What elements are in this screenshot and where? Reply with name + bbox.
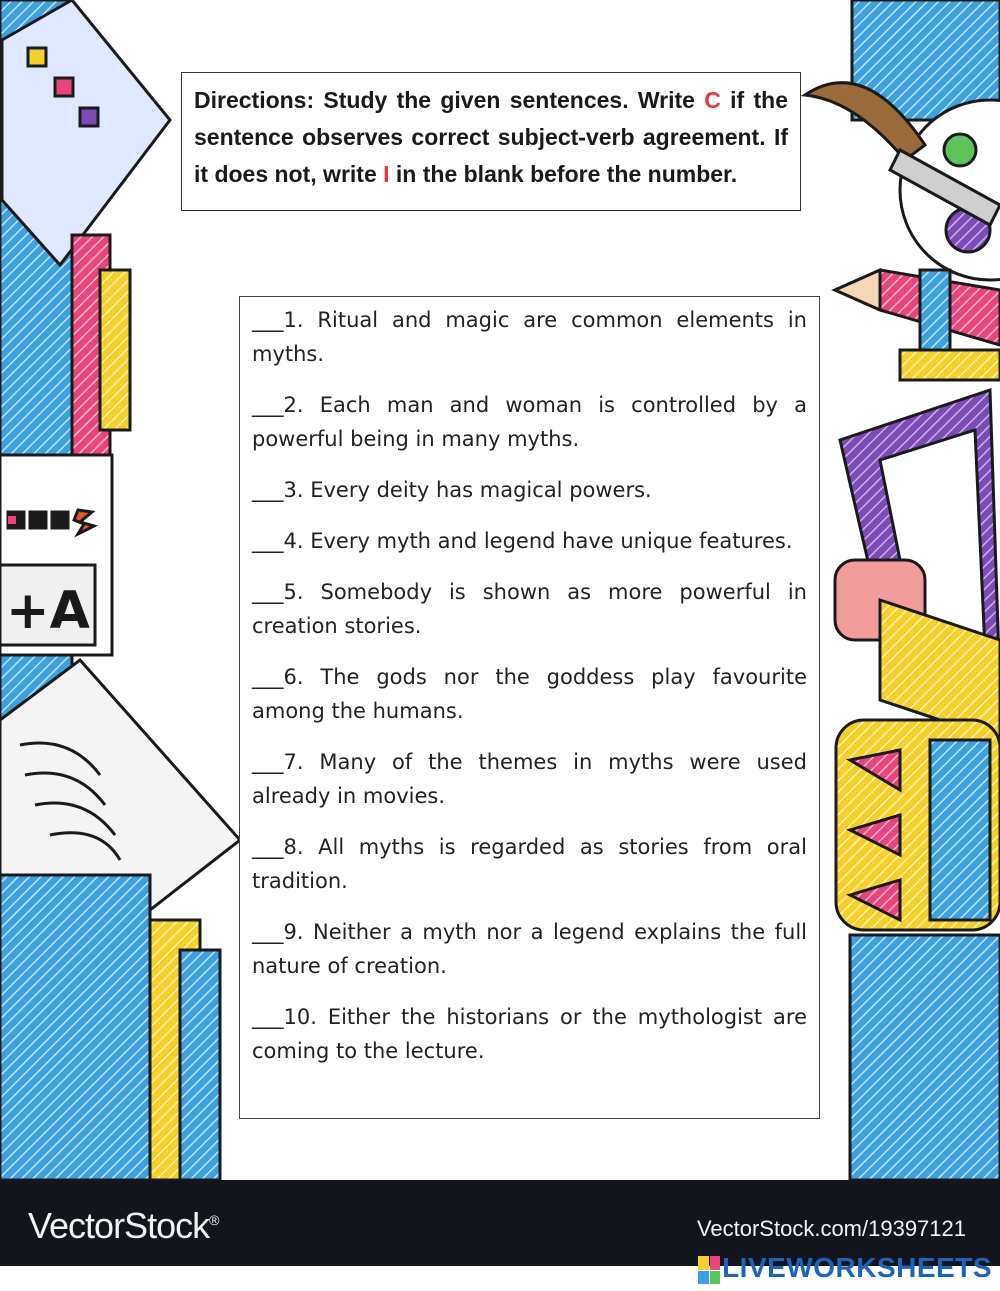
directions-text-2: if the sentence observes correct subject-verb agreement. If it does not, write — [194, 87, 788, 187]
answer-mark-incorrect: I — [383, 161, 390, 187]
pencil-shape — [835, 270, 1000, 350]
sentence-item-3: ___3. Every deity has magical powers. — [252, 478, 652, 502]
directions-text-3: in the blank before the number. — [389, 161, 738, 187]
sentence-item-2: ___2. Each man and woman is controlled by a powerful being in many myths. — [252, 393, 807, 451]
sentence-item-8: ___8. All myths is regarded as stories from oral tradition. — [252, 835, 807, 893]
vectorstock-brand-mark: ® — [209, 1212, 219, 1228]
answer-mark-correct: C — [704, 87, 721, 113]
sentence-item-6: ___6. The gods nor the goddess play favourite among the humans. — [252, 665, 807, 723]
vectorstock-logo — [28, 1205, 218, 1247]
lw-icon-cell — [698, 1256, 709, 1270]
lw-icon-cell — [710, 1271, 721, 1285]
sentence-item-1: ___1. Ritual and magic are common elements in myths. — [252, 308, 807, 366]
directions-box — [181, 72, 801, 211]
sentence-item-5: ___5. Somebody is shown as more powerful in creation stories. — [252, 580, 807, 638]
lw-icon-cell — [710, 1256, 721, 1270]
book-shape — [0, 660, 240, 910]
liveworksheets-logo[interactable]: LIVEWORKSHEETS — [722, 1252, 992, 1283]
sentence-list — [239, 296, 820, 1119]
sentence-item-10: ___10. Either the historians or the mythologist are coming to the lecture. — [252, 1005, 807, 1063]
directions-text-1: Directions: Study the given sentences. Write — [194, 87, 705, 113]
vectorstock-url: VectorStock.com/19397121 — [696, 1216, 966, 1241]
sentence-item-4: ___4. Every myth and legend have unique features. — [252, 529, 793, 553]
liveworksheets-icon — [698, 1256, 720, 1284]
crayon-box-shape — [836, 720, 1000, 930]
lw-icon-cell — [698, 1271, 709, 1285]
ruler-shape — [2, 0, 170, 265]
vectorstock-brand: VectorStock — [28, 1205, 210, 1246]
sentence-item-7: ___7. Many of the themes in myths were used already in movies. — [252, 750, 807, 808]
sentence-item-9: ___9. Neither a myth nor a legend explains the full nature of creation. — [252, 920, 807, 978]
svg-text:+A: +A — [6, 581, 90, 641]
right-decorations — [805, 0, 1000, 1180]
